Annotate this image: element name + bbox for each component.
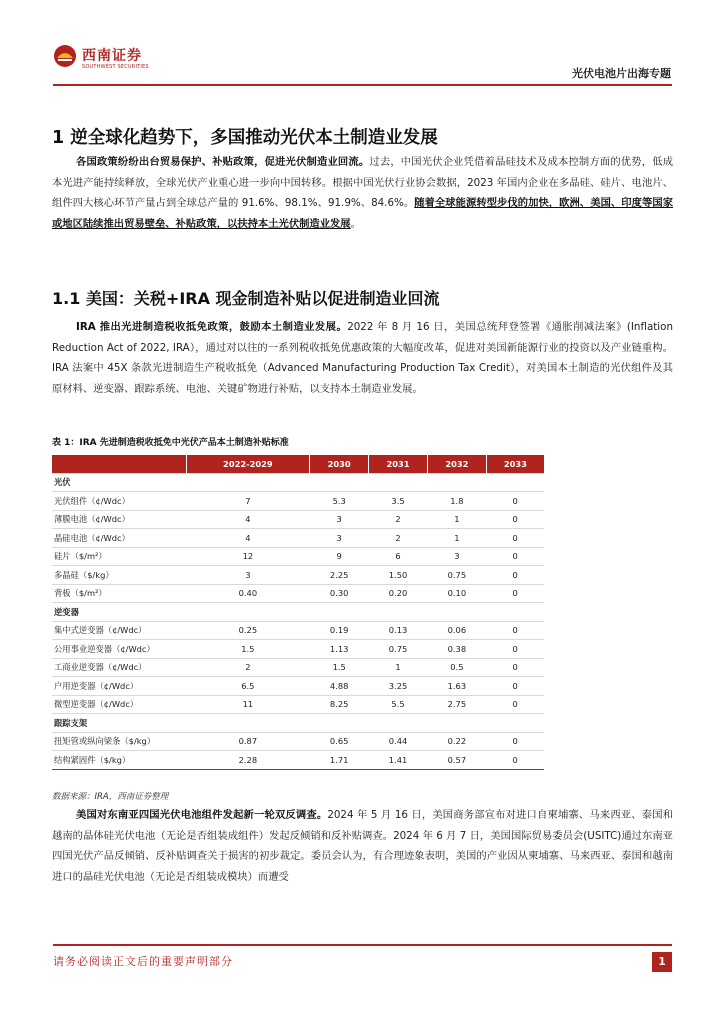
table-cell: 0.20 [369, 584, 428, 603]
table-group-label: 光伏 [52, 473, 544, 492]
table-row-label: 扭矩管或纵向梁条（$/kg） [52, 732, 186, 751]
table-cell: 0.10 [427, 584, 486, 603]
table-cell: 11 [186, 695, 310, 714]
table-header-cell [52, 455, 186, 473]
table-cell: 0.22 [427, 732, 486, 751]
p1-bold-underline: 随着全球能源转型步伐的加快，欧洲、美国、印度等国家或地区陆续推出贸易壁垒、补贴政策，以扶持本土光伏制造业发展 [52, 197, 673, 230]
table-group-label: 逆变器 [52, 603, 544, 622]
table-cell: 2.28 [186, 751, 310, 770]
report-title: 光伏电池片出海专题 [572, 67, 671, 80]
table-cell: 0 [486, 529, 544, 548]
table-cell: 0.75 [427, 566, 486, 585]
table-cell: 2 [186, 658, 310, 677]
table-header-cell: 2030 [310, 455, 369, 473]
table-row [52, 732, 544, 751]
table-cell: 0.75 [369, 640, 428, 659]
table-group-row [52, 473, 544, 492]
company-logo [53, 44, 149, 76]
table-row [52, 492, 544, 511]
footer-divider [53, 944, 672, 946]
table-cell: 1.71 [310, 751, 369, 770]
table-cell: 1.13 [310, 640, 369, 659]
table-row-label: 光伏组件（¢/Wdc） [52, 492, 186, 511]
table-cell: 0.44 [369, 732, 428, 751]
p1-body: 过去，中国光伏企业凭借着晶硅技术及成本控制方面的优势，低成本光进产能持续释放，全球光伏产业重心进一步向中国转移。根据中国光伏行业协会数据，2023 年国内企业在多晶硅、硅片、电池片、组件四大核心环节产量占到全球总产量的 91.6%、98.1%、91.9%、84.6%。 [52, 156, 674, 210]
table-cell: 4 [186, 510, 310, 529]
table-row [52, 621, 544, 640]
table-group-row [52, 603, 544, 622]
table-cell: 5.5 [369, 695, 428, 714]
p2-body: 2022 年 8 月 16 日，美国总统拜登签署《通胀削减法案》(Inflation Reduction Act of 2022, IRA），通过对以往的一系列税收抵免优惠政策的大幅度改革，促进对美国新能源行业的投资以及产业链重构。IRA 法案中 45X 条款光进制造生产税收抵免（Advanced Manufacturing Production Tax Credit），对美国本土制造的光伏组件及其原材料、逆变器、跟踪系统、电池、关键矿物进行补贴，以支持本土制造业发展。 [52, 321, 673, 395]
logo-chinese-name: 西南证券 [82, 48, 142, 64]
table-cell: 0 [486, 547, 544, 566]
table-row [52, 677, 544, 696]
section-1-heading: 1 逆全球化趋势下，多国推动光伏本土制造业发展 [52, 128, 438, 148]
p1-bold-lead: 各国政策纷纷出台贸易保护、补贴政策，促进光伏制造业回流。 [76, 156, 370, 168]
table-group-label: 跟踪支架 [52, 714, 544, 733]
table-cell: 0 [486, 510, 544, 529]
table-row-label: 硅片（$/m²） [52, 547, 186, 566]
table-cell: 4.88 [310, 677, 369, 696]
footer-disclaimer: 请务必阅读正文后的重要声明部分 [53, 955, 233, 968]
table-header-cell: 2031 [369, 455, 428, 473]
table-cell: 2.75 [427, 695, 486, 714]
logo-mark-icon [53, 44, 77, 68]
table-row [52, 547, 544, 566]
table-cell: 0 [486, 584, 544, 603]
table-cell: 2.25 [310, 566, 369, 585]
table-cell: 9 [310, 547, 369, 566]
table-cell: 0 [486, 640, 544, 659]
table-group-row [52, 714, 544, 733]
table-header-cell: 2032 [427, 455, 486, 473]
table-caption: 表 1：IRA 先进制造税收抵免中光伏产品本土制造补贴标准 [52, 438, 289, 448]
table-cell: 1.50 [369, 566, 428, 585]
table-cell: 0 [486, 621, 544, 640]
table-row [52, 695, 544, 714]
table-cell: 0.25 [186, 621, 310, 640]
table-cell: 0 [486, 695, 544, 714]
table-cell: 1.5 [310, 658, 369, 677]
table-cell: 6.5 [186, 677, 310, 696]
table-row [52, 584, 544, 603]
table-cell: 3 [310, 510, 369, 529]
table-cell: 1 [369, 658, 428, 677]
table-cell: 8.25 [310, 695, 369, 714]
logo-english-name: SOUTHWEST SECURITIES [82, 64, 149, 70]
table-cell: 0.38 [427, 640, 486, 659]
table-row-label: 公用事业逆变器（¢/Wdc） [52, 640, 186, 659]
table-cell: 0.30 [310, 584, 369, 603]
table-row-label: 工商业逆变器（¢/Wdc） [52, 658, 186, 677]
p3-bold-lead: 美国对东南亚四国光伏电池组件发起新一轮双反调查。 [76, 809, 328, 821]
table-row-label: 集中式逆变器（¢/Wdc） [52, 621, 186, 640]
table-cell: 0 [486, 677, 544, 696]
table-cell: 0 [486, 732, 544, 751]
table-row [52, 529, 544, 548]
table-cell: 1 [427, 510, 486, 529]
table-cell: 0.19 [310, 621, 369, 640]
table-cell: 3 [427, 547, 486, 566]
table-source: 数据来源：IRA，西南证券整理 [52, 792, 169, 802]
table-row [52, 751, 544, 770]
table-cell: 1.63 [427, 677, 486, 696]
table-row [52, 658, 544, 677]
table-cell: 6 [369, 547, 428, 566]
table-cell: 1 [427, 529, 486, 548]
table-cell: 0 [486, 658, 544, 677]
table-cell: 2 [369, 510, 428, 529]
table-row-label: 户用逆变器（¢/Wdc） [52, 677, 186, 696]
table-row-label: 多晶硅（$/kg） [52, 566, 186, 585]
table-cell: 3.25 [369, 677, 428, 696]
table-cell: 0.65 [310, 732, 369, 751]
table-row-label: 晶硅电池（¢/Wdc） [52, 529, 186, 548]
table-row-label: 微型逆变器（¢/Wdc） [52, 695, 186, 714]
p1-end: 。 [350, 217, 361, 230]
section-1-1-paragraph [52, 317, 673, 399]
table-cell: 5.3 [310, 492, 369, 511]
table-cell: 4 [186, 529, 310, 548]
table-cell: 0.40 [186, 584, 310, 603]
table-cell: 0 [486, 492, 544, 511]
header-divider [53, 84, 672, 86]
table-cell: 12 [186, 547, 310, 566]
table-cell: 2 [369, 529, 428, 548]
table-cell: 0 [486, 751, 544, 770]
table-header-cell: 2022-2029 [186, 455, 310, 473]
table-cell: 0.06 [427, 621, 486, 640]
table-row [52, 640, 544, 659]
table-row-label: 背板（$/m²） [52, 584, 186, 603]
section-1-paragraph [52, 152, 673, 234]
table-cell: 7 [186, 492, 310, 511]
subsidy-table [52, 455, 544, 770]
table-cell: 1.5 [186, 640, 310, 659]
table-cell: 3 [310, 529, 369, 548]
table-cell: 3 [186, 566, 310, 585]
table-row-label: 薄膜电池（¢/Wdc） [52, 510, 186, 529]
page-number: 1 [652, 952, 672, 972]
table-header-row [52, 455, 544, 473]
table-row [52, 510, 544, 529]
antidumping-paragraph [52, 805, 673, 887]
table-row [52, 566, 544, 585]
p3-body: 2024 年 5 月 16 日，美国商务部宣布对进口自柬埔寨、马来西亚、泰国和越南的晶体硅光伏电池（无论是否组装成组件）发起反倾销和反补贴调查。2024 年 6 月 7 日，美国国际贸易委员会(USITC)通过东南亚四国光伏产品反倾销、反补贴调查关于损害的初步裁定。委员会认为，有合理迹象表明，美国的产业因从柬埔寨、马来西亚、泰国和越南进口的晶硅光伏电池（无论是否组装成模块）而遭受 [52, 809, 673, 883]
table-header-cell: 2033 [486, 455, 544, 473]
table-cell: 3.5 [369, 492, 428, 511]
table-cell: 0.5 [427, 658, 486, 677]
table-cell: 0.87 [186, 732, 310, 751]
table-cell: 0 [486, 566, 544, 585]
p2-bold-lead: IRA 推出光进制造税收抵免政策，鼓励本土制造业发展。 [76, 321, 348, 333]
section-1-1-heading: 1.1 美国：关税+IRA 现金制造补贴以促进制造业回流 [52, 289, 440, 308]
table-cell: 1.8 [427, 492, 486, 511]
table-row-label: 结构紧固件（$/kg） [52, 751, 186, 770]
table-cell: 1.41 [369, 751, 428, 770]
table-cell: 0.57 [427, 751, 486, 770]
table-cell: 0.13 [369, 621, 428, 640]
